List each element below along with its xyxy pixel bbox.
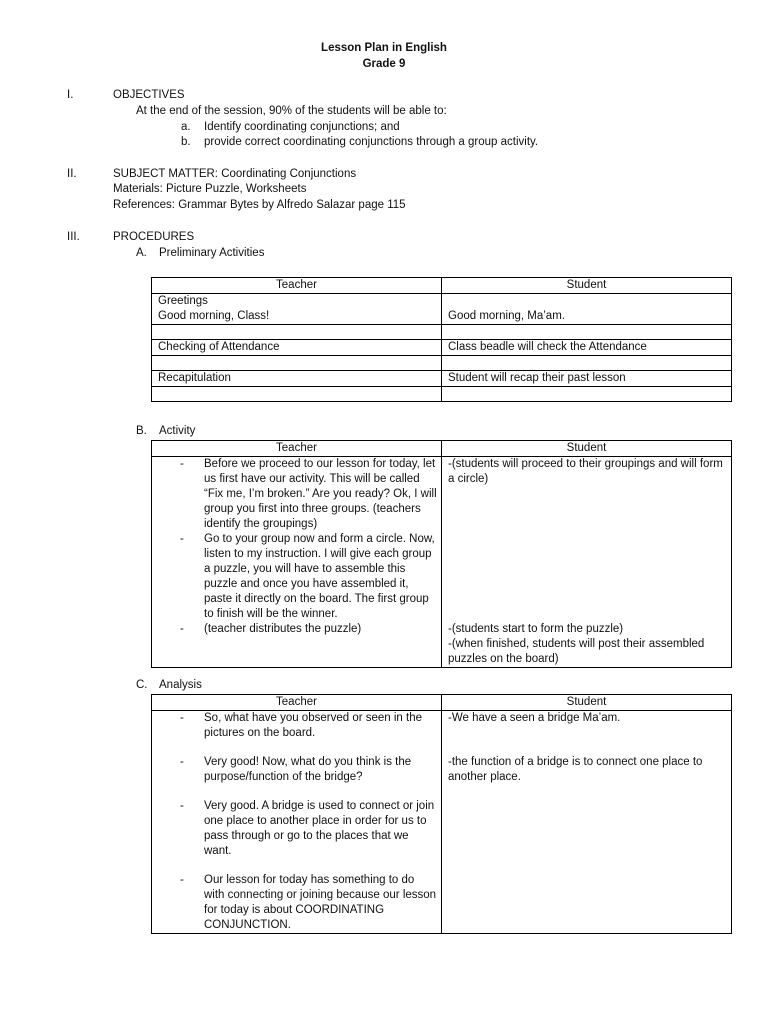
section-numeral-procedures: III.: [67, 231, 80, 243]
materials-line: Materials: Picture Puzzle, Worksheets: [113, 183, 307, 195]
student-response: -(students will proceed to their groupings and will form a circle): [448, 458, 723, 485]
recap-student: Student will recap their past lesson: [442, 371, 732, 387]
teacher-dialogue: - (teacher distributes the puzzle): [158, 622, 437, 637]
subject-matter-line: SUBJECT MATTER: Coordinating Conjunctions: [113, 168, 357, 180]
objective-text: Identify coordinating conjunctions; and: [204, 121, 400, 133]
table-row: [152, 387, 732, 402]
objective-text: provide correct coordinating conjunctions through a group activity.: [204, 136, 539, 148]
student-response: -the function of a bridge is to connect one place to another place.: [448, 756, 703, 783]
subsection-letter: C.: [136, 679, 148, 691]
objective-letter: b.: [181, 136, 191, 148]
teacher-dialogue: - Very good. A bridge is used to connect or join one place to another place in order for us to pass through or go to the places that we want.: [158, 799, 437, 859]
preliminary-table: [151, 277, 732, 402]
subsection-letter: B.: [136, 425, 147, 437]
activity-title: Activity: [159, 425, 196, 437]
column-header-teacher: Teacher: [152, 441, 442, 457]
analysis-table: [151, 694, 732, 934]
column-header-student: Student: [442, 695, 732, 711]
teacher-dialogue: - Before we proceed to our lesson for today, let us first have our activity. This will be called “Fix me, I’m broken.” Are you ready? Ok, I will group you first into three groups. (teachers identify the groupings): [158, 457, 437, 532]
teacher-dialogue: - So, what have you observed or seen in the pictures on the board.: [158, 711, 437, 741]
greetings-student: Good morning, Ma’am.: [448, 310, 565, 322]
table-cell: [442, 711, 732, 934]
table-cell: [152, 294, 442, 325]
table-row: [152, 356, 732, 371]
objectives-heading: OBJECTIVES: [113, 89, 185, 101]
table-row: [152, 711, 732, 934]
objective-letter: a.: [181, 121, 191, 133]
table-cell: [152, 711, 442, 934]
student-response: -(when finished, students will post their assembled puzzles on the board): [448, 638, 705, 665]
table-row: [152, 457, 732, 668]
greetings-teacher: Good morning, Class!: [158, 310, 270, 322]
section-numeral-objectives: I.: [67, 89, 74, 101]
document-title: Lesson Plan in English: [321, 42, 447, 54]
teacher-dialogue: - Very good! Now, what do you think is the purpose/function of the bridge?: [158, 755, 437, 785]
table-cell: [442, 457, 732, 668]
table-row: [152, 371, 732, 387]
student-response: -(students start to form the puzzle): [448, 623, 624, 635]
table-cell: [442, 294, 732, 325]
teacher-dialogue: - Our lesson for today has something to do with connecting or joining because our lesson for today is about COORDINATING CONJUNCTION.: [158, 873, 437, 933]
column-header-teacher: Teacher: [152, 278, 442, 294]
greetings-label: Greetings: [158, 295, 208, 307]
table-row: [152, 340, 732, 356]
procedures-heading: PROCEDURES: [113, 231, 195, 243]
table-row: [152, 325, 732, 340]
subsection-letter: A.: [136, 247, 147, 259]
attendance-teacher: Checking of Attendance: [152, 340, 442, 356]
activity-table: [151, 440, 732, 668]
teacher-dialogue: - Go to your group now and form a circle. Now, listen to my instruction. I will give each group a puzzle, you will have to assemble this puzzle and once you have assembled it, paste it directly on the board. The first group to finish will be the winner.: [158, 532, 437, 622]
attendance-student: Class beadle will check the Attendance: [442, 340, 732, 356]
objectives-intro: At the end of the session, 90% of the students will be able to:: [136, 105, 447, 117]
preliminary-title: Preliminary Activities: [159, 247, 265, 259]
student-response: -We have a seen a bridge Ma’am.: [448, 712, 621, 724]
document-grade: Grade 9: [362, 58, 406, 70]
recap-teacher: Recapitulation: [152, 371, 442, 387]
table-cell: [152, 457, 442, 668]
column-header-student: Student: [442, 441, 732, 457]
analysis-title: Analysis: [159, 679, 202, 691]
section-numeral-subject: II.: [67, 168, 77, 180]
table-row: [152, 294, 732, 325]
column-header-student: Student: [442, 278, 732, 294]
references-line: References: Grammar Bytes by Alfredo Salazar page 115: [113, 199, 406, 211]
column-header-teacher: Teacher: [152, 695, 442, 711]
